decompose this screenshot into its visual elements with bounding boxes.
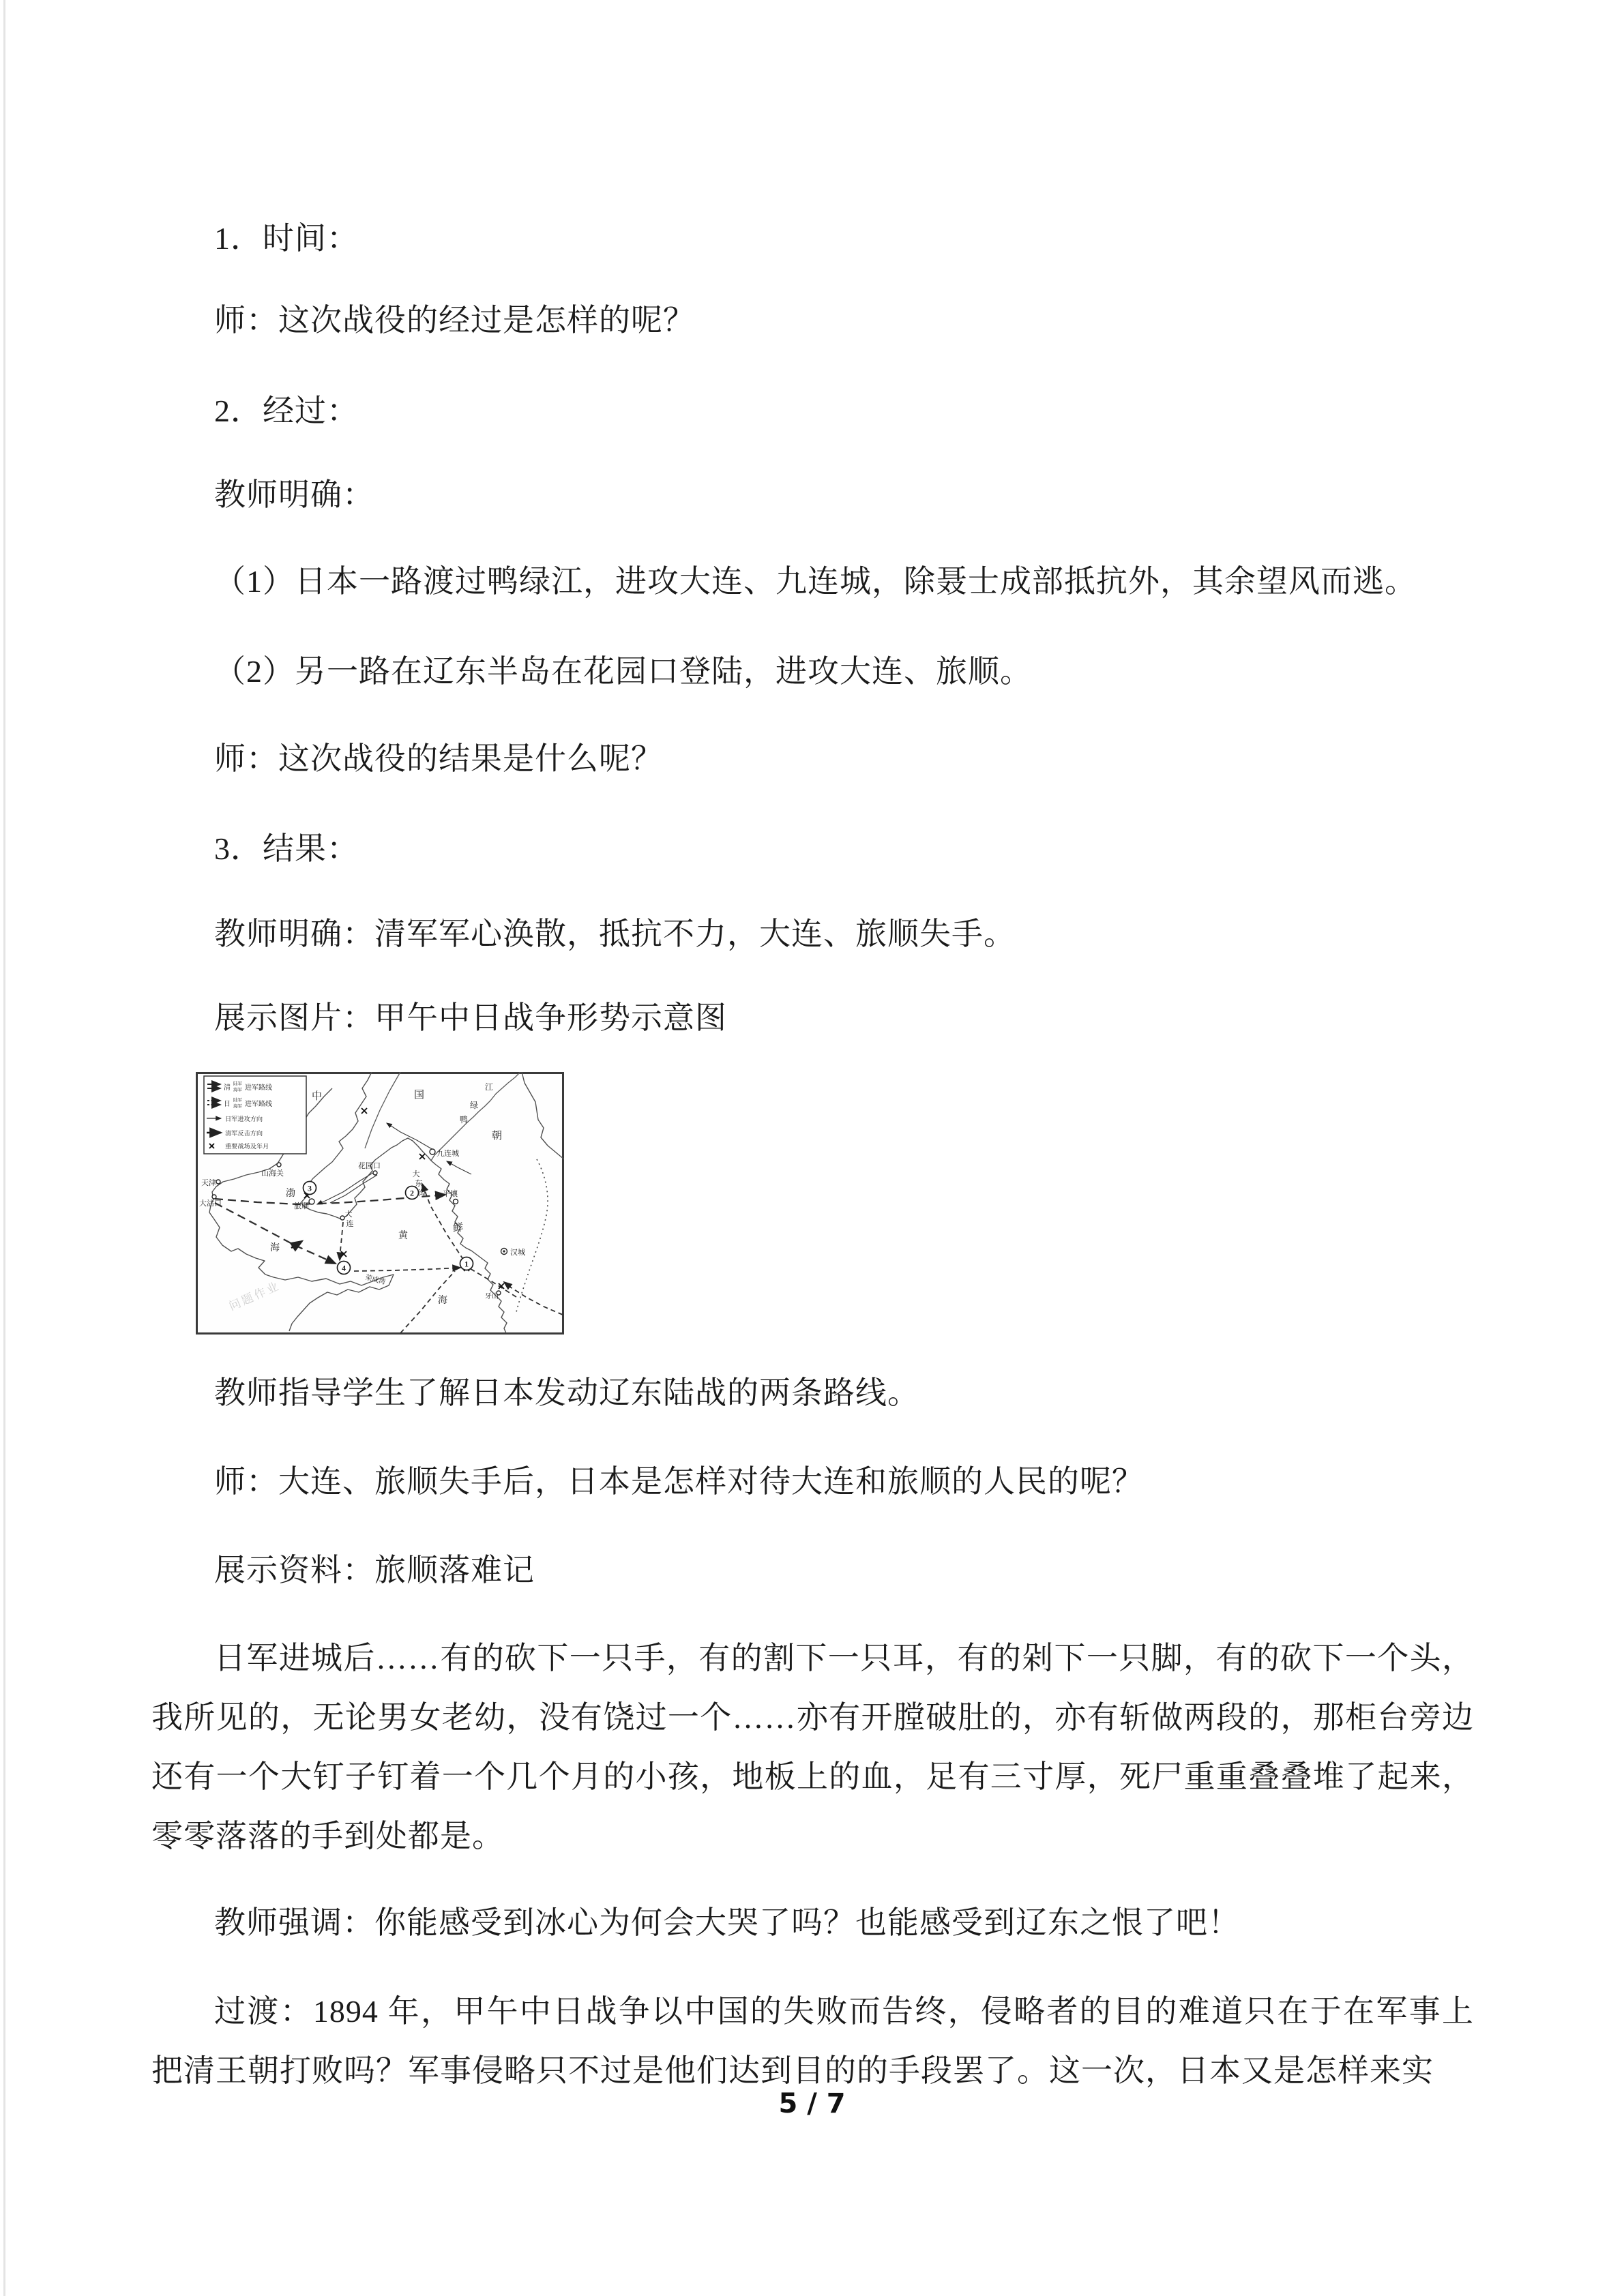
- map-watermark: 问题作业: [226, 1279, 282, 1313]
- city-dot-huayuankou: [373, 1171, 377, 1175]
- transition-paragraph: 过渡：1894 年，甲午中日战争以中国的失败而告终，侵略者的目的难道只在于在军事上把清王朝打败吗？军事侵略只不过是他们达到目的的手段罢了。这一次，日本又是怎样来实: [151, 1994, 1474, 2088]
- map-label-hancheng: 汉城: [510, 1249, 525, 1257]
- course-point-1: （1）日本一路渡过鸭绿江，进攻大连、九连城，除聂士成部抵抗外，其余望风而逃。: [214, 564, 1417, 599]
- map-label-china-2: 国: [414, 1090, 425, 1101]
- map-number-2: [406, 1187, 419, 1199]
- teacher-guide-routes: 教师指导学生了解日本发动辽东陆战的两条路线。: [214, 1375, 919, 1410]
- svg-text:3: 3: [308, 1183, 312, 1193]
- svg-text:4: 4: [342, 1263, 346, 1273]
- course-point-2: （2）另一路在辽东半岛在花园口登陆，进攻大连、旅顺。: [214, 654, 1032, 689]
- map-label-korea-1: 朝: [492, 1131, 503, 1142]
- lushun-massacre-excerpt: 日军进城后……有的砍下一只手，有的割下一只耳，有的剁下一只脚，有的砍下一个头，我所见的，无论男女老幼，没有饶过一个……亦有开膛破肚的，亦有斩做两段的，那柜台旁边还有一个大钉子钉着一个几个月的小孩，地板上的血，足有三寸厚，死尸重重叠叠堆了起来，零零落落的手到处都是。: [151, 1641, 1474, 1853]
- teacher-question-result: 师：这次战役的结果是什么呢？: [214, 741, 663, 776]
- city-dot-tianjin: [216, 1180, 220, 1184]
- city-dot-pingrang: [454, 1199, 458, 1204]
- map-label-dalian-2: 连: [346, 1220, 354, 1228]
- city-dot-dagukou: [212, 1195, 216, 1199]
- legend-japan-army: 陆军: [233, 1098, 242, 1103]
- legend-japan-suffix: 进军路线: [245, 1101, 272, 1108]
- legend-qing-suffix: 进军路线: [245, 1084, 272, 1092]
- map-label-dadonggou-1: 大: [412, 1170, 420, 1178]
- map-label-rongchengwan: 荣成湾: [364, 1274, 387, 1287]
- legend-japan-prefix: 日: [224, 1101, 231, 1108]
- teacher-question-course: 师：这次战役的经过是怎样的呢？: [214, 303, 695, 338]
- map-label-huayuankou: 花园口: [358, 1162, 381, 1170]
- legend-qing-prefix: 清: [224, 1084, 231, 1092]
- legend-battle-sites: 重要战场及年月: [225, 1143, 269, 1150]
- teacher-question-people: 师：大连、旅顺失手后，日本是怎样对待大连和旅顺的人民的呢？: [214, 1464, 1144, 1499]
- map-label-tianjin: 天津: [201, 1179, 216, 1187]
- map-label-china-1: 中: [312, 1091, 323, 1102]
- map-label-yalu-3: 鸭: [460, 1115, 469, 1124]
- teacher-clarify-label: 教师明确：: [214, 477, 374, 512]
- heading-result: 3．结果：: [214, 831, 359, 866]
- map-label-dadonggou-2: 东: [415, 1180, 423, 1188]
- page-number: 5 / 7: [778, 2088, 846, 2119]
- show-picture-caption: 展示图片：甲午中日战争形势示意图: [214, 1000, 727, 1035]
- map-label-bohai-2: 海: [270, 1243, 280, 1253]
- legend-japan-navy: 海军: [233, 1104, 242, 1109]
- map-label-lushun: 旅顺: [294, 1202, 309, 1210]
- map-label-yalu-2: 绿: [470, 1101, 479, 1110]
- map-label-huanghai-1: 黄: [398, 1231, 408, 1241]
- map-label-bohai-1: 渤: [286, 1189, 295, 1199]
- city-dot-dalian: [340, 1216, 344, 1220]
- map-label-dagukou: 大沽口: [199, 1199, 222, 1208]
- city-dot-hancheng-inner: [503, 1250, 505, 1252]
- teacher-clarify-result: 教师明确：清军军心涣散，抵抗不力，大连、旅顺失手。: [214, 916, 1016, 951]
- legend-qing-navy: 海军: [233, 1088, 242, 1092]
- map-label-dalian-1: 大: [344, 1210, 353, 1219]
- war-situation-map-image: [196, 1072, 564, 1335]
- map-label-yashan: 牙山: [485, 1293, 499, 1300]
- scan-edge-line: [3, 0, 5, 2296]
- map-number-1: [460, 1257, 473, 1270]
- map-label-yalu-1: 江: [485, 1082, 494, 1092]
- city-dot-jiuliancheng: [430, 1149, 435, 1154]
- city-dot-lushun: [309, 1199, 314, 1204]
- legend-qing-counter-direction: 清军反击方向: [225, 1130, 263, 1137]
- map-label-huanghai-2: 海: [438, 1296, 447, 1306]
- map-label-jiuliancheng: 九连城: [437, 1150, 459, 1158]
- heading-time: 1．时间：: [214, 221, 359, 256]
- map-number-3: [304, 1182, 316, 1195]
- show-material-caption: 展示资料：旅顺落难记: [214, 1553, 535, 1587]
- heading-course: 2．经过：: [214, 393, 359, 428]
- map-label-dadonggou-3: 沟: [417, 1189, 426, 1197]
- svg-text:2: 2: [410, 1188, 414, 1198]
- map-label-pingrang: 平壤: [443, 1190, 458, 1198]
- map-number-4: [338, 1262, 351, 1274]
- sino-japanese-war-map: [196, 1072, 564, 1335]
- map-label-korea-2: 鲜: [453, 1223, 464, 1234]
- svg-text:1: 1: [464, 1259, 469, 1269]
- teacher-emphasis: 教师强调：你能感受到冰心为何会大哭了吗？也能感受到辽东之恨了吧！: [214, 1905, 1240, 1940]
- legend-qing-army: 陆军: [233, 1082, 242, 1086]
- legend-japan-attack-direction: 日军进攻方向: [225, 1116, 263, 1122]
- map-label-shanhaiguan: 山海关: [261, 1169, 284, 1178]
- map-legend: [204, 1076, 306, 1154]
- city-dot-shanhaiguan: [277, 1163, 281, 1167]
